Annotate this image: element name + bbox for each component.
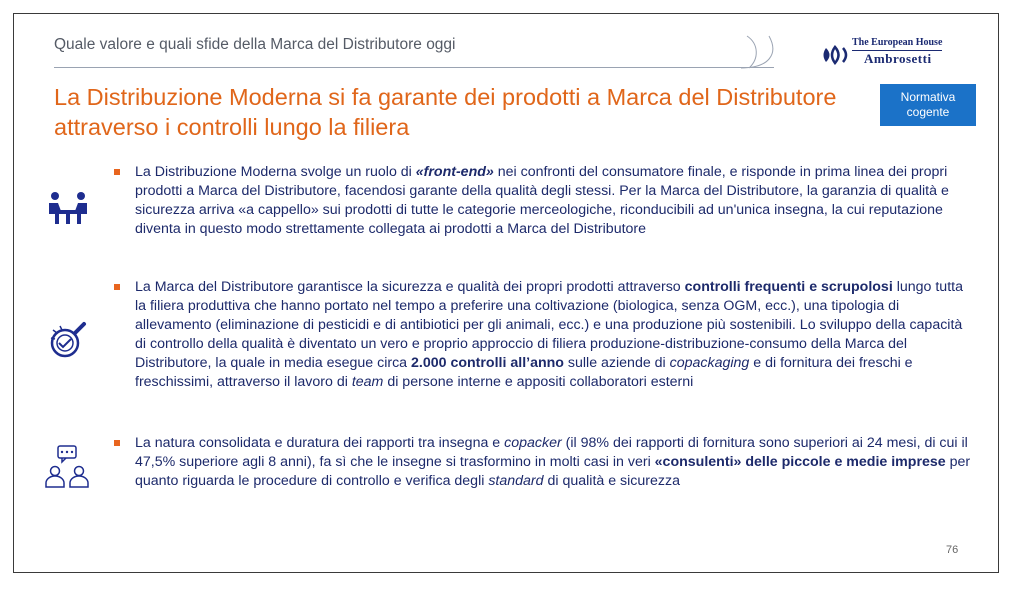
meeting-people-icon <box>46 190 90 226</box>
page-number: 76 <box>946 544 959 556</box>
header-divider <box>54 67 774 68</box>
logo-text-line1: The European House <box>852 37 943 48</box>
bullet-1 <box>114 163 974 239</box>
bullet-marker <box>114 440 120 446</box>
quality-inspection-icon <box>48 320 88 362</box>
bullet-text: La natura consolidata e duratura dei rapporti tra insegna e copacker (il 98% dei rapporti di fornitura sono superiori ai 24 mesi, di cui il 47,5% superiore agli 8 anni), fa sì che le insegne si trasformino in molti casi in veri «consulenti» delle piccole e medie imprese per quanto riguarda le procedure di controllo e verifica degli standard di qualità e sicurezza <box>135 435 971 489</box>
bullet-3 <box>114 434 974 491</box>
normativa-badge <box>880 84 976 126</box>
consulting-people-icon <box>44 445 90 489</box>
section-title: Quale valore e quali sfide della Marca del Distributore oggi <box>54 36 456 53</box>
bullet-text: La Distribuzione Moderna svolge un ruolo di «front-end» nei confronti del consumatore finale, e risponde in prima linea dei propri prodotti a Marca del Distributore, facendosi garante della qualità degli stessi. Per la Marca del Distributore, la garanzia di qualità e sicurezza arriva «a cappello» sui prodotti di tutte le categorie merceologiche, riconducibili ad un'unica insegna, la cui reputazione diventa in questo modo strettamente collegata ai prodotti a Marca del Distributore <box>135 164 949 237</box>
header-curve-decoration <box>739 34 799 74</box>
logo-text-line2: Ambrosetti <box>852 50 942 66</box>
badge-line2: cogente <box>906 105 950 119</box>
bullet-marker <box>114 169 120 175</box>
slide-title: La Distribuzione Moderna si fa garante dei prodotti a Marca del Distributore attraverso i controlli lungo la filiera <box>54 84 837 140</box>
badge-line1: Normativa <box>900 90 956 104</box>
logo-mark-icon <box>822 44 848 66</box>
bullet-2 <box>114 278 974 392</box>
bullet-marker <box>114 284 120 290</box>
slide <box>13 13 999 573</box>
bullet-text: La Marca del Distributore garantisce la sicurezza e qualità dei propri prodotti attraverso controlli frequenti e scrupolosi lungo tutta la filiera produttiva che hanno portato nel tempo a preferire una coltivazione (biologica, senza OGM, ecc.), una tipologia di allevamento (eliminazione di pesticidi e di antibiotici per gli animali, ecc.) e una produzione più sostenibili. Lo sviluppo della capacità di controllo della qualità è diventato un vero e proprio approccio di filiera produzione-distribuzione-consumo della Marca del Distributore, la quale in media esegue circa 2.000 controlli all’anno sulle aziende di copackaging e di fornitura dei freschi e freschissimi, attraverso il lavoro di team di persone interne e appositi collaboratori esterni <box>135 279 963 390</box>
